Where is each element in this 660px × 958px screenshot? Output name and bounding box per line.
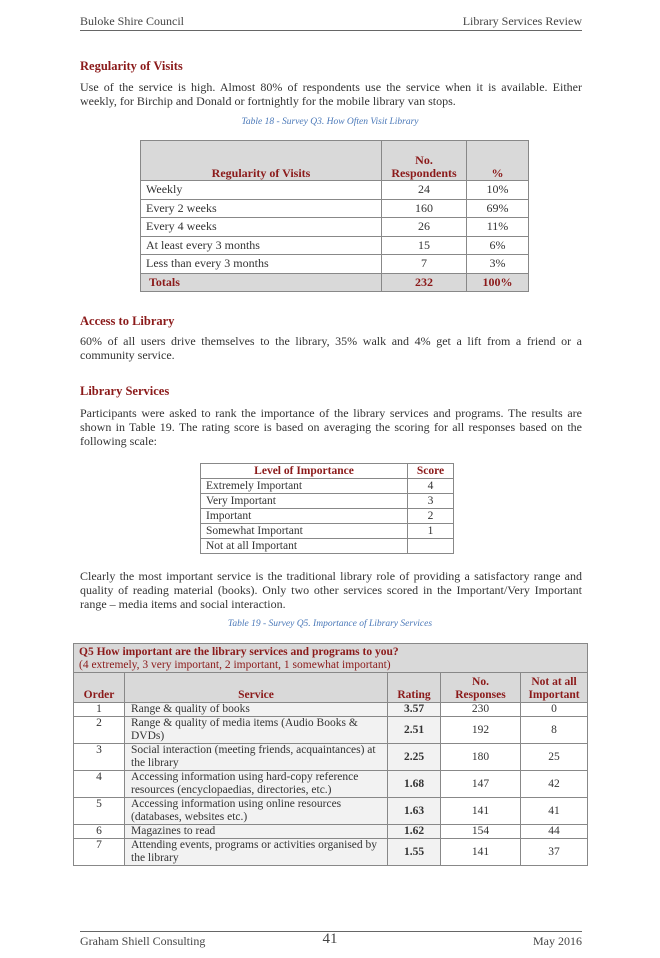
table-cell: Somewhat Important — [201, 524, 408, 539]
table-cell: 147 — [441, 771, 521, 798]
table-cell: 1 — [408, 524, 454, 539]
table-cell: 69% — [467, 199, 529, 218]
table-cell: 1 — [74, 703, 125, 717]
footer-left: Graham Shiell Consulting — [80, 934, 206, 948]
section-heading: Access to Library — [80, 314, 175, 328]
table-row — [74, 798, 588, 825]
table-cell: 11% — [467, 218, 529, 237]
table-cell: 7 — [382, 255, 467, 274]
table-cell: 6 — [74, 825, 125, 839]
table-cell: 3% — [467, 255, 529, 274]
importance-scale-table — [200, 463, 454, 554]
table-cell: Range & quality of media items (Audio Books & DVDs) — [125, 717, 388, 744]
table-row — [74, 825, 588, 839]
table-row — [201, 509, 454, 524]
table-cell: 15 — [382, 236, 467, 255]
column-header: Service — [125, 673, 388, 703]
table-cell: 6% — [467, 236, 529, 255]
column-header: Level of Importance — [201, 464, 408, 479]
visits-table — [140, 140, 529, 292]
table-cell: 160 — [382, 199, 467, 218]
table-cell: Weekly — [141, 181, 382, 200]
table-cell: Extremely Important — [201, 479, 408, 494]
table-cell: Magazines to read — [125, 825, 388, 839]
table-caption: Table 19 - Survey Q5. Importance of Library Services — [227, 619, 433, 629]
table-cell: At least every 3 months — [141, 236, 382, 255]
table-question: Q5 How important are the library services and programs to you? (4 extremely, 3 very important, 2 important, 1 somewhat important) — [74, 644, 588, 673]
column-header: Regularity of Visits — [141, 141, 382, 181]
table-cell: 141 — [441, 839, 521, 866]
table-cell: 26 — [382, 218, 467, 237]
table-row — [201, 479, 454, 494]
paragraph: Use of the service is high. Almost 80% of respondents use the service when it is available. Either weekly, for Birchip and Donald or fortnightly for the mobile library van stops. — [80, 80, 582, 108]
section-heading: Regularity of Visits — [80, 59, 183, 73]
table-cell: 24 — [382, 181, 467, 200]
table-cell: 41 — [521, 798, 588, 825]
services-importance-table — [73, 643, 588, 866]
table-row — [74, 771, 588, 798]
header-left: Buloke Shire Council — [80, 14, 184, 28]
table-cell: Accessing information using online resources (databases, websites etc.) — [125, 798, 388, 825]
table-cell: 2.51 — [388, 717, 441, 744]
paragraph: Participants were asked to rank the importance of the library services and programs. The results are shown in Table 19. The rating score is based on averaging the scoring for all responses based on the following scale: — [80, 406, 582, 448]
table-cell — [408, 539, 454, 554]
table-cell: 4 — [408, 479, 454, 494]
table-cell: 180 — [441, 744, 521, 771]
table-cell: Every 4 weeks — [141, 218, 382, 237]
table-cell: 8 — [521, 717, 588, 744]
table-cell: 7 — [74, 839, 125, 866]
table-row — [74, 744, 588, 771]
table-cell: 5 — [74, 798, 125, 825]
table-cell: 10% — [467, 181, 529, 200]
paragraph: 60% of all users drive themselves to the library, 35% walk and 4% get a lift from a friend or a community service. — [80, 334, 582, 362]
table-row — [141, 236, 529, 255]
table-row — [74, 703, 588, 717]
table-cell: 192 — [441, 717, 521, 744]
table-row — [201, 524, 454, 539]
table-row — [141, 181, 529, 200]
footer-right: May 2016 — [533, 934, 582, 948]
table-row — [141, 199, 529, 218]
table-cell: Less than every 3 months — [141, 255, 382, 274]
table-cell: 1.68 — [388, 771, 441, 798]
table-cell: 1.62 — [388, 825, 441, 839]
header-right: Library Services Review — [462, 14, 582, 28]
column-header: Not at all Important — [521, 673, 588, 703]
table-cell: 37 — [521, 839, 588, 866]
table-row — [141, 255, 529, 274]
table-row — [201, 539, 454, 554]
table-cell: 2.25 — [388, 744, 441, 771]
table-cell: Important — [201, 509, 408, 524]
table-cell: Accessing information using hard-copy reference resources (encyclopaedias, directories, etc.) — [125, 771, 388, 798]
table-cell: 25 — [521, 744, 588, 771]
paragraph: Clearly the most important service is the traditional library role of providing a satisfactory range and quality of reading material (books). Only two other services scored in the Important/Very Important range – media items and social interaction. — [80, 569, 582, 611]
table-cell: 1.63 — [388, 798, 441, 825]
table-cell: 141 — [441, 798, 521, 825]
table-cell: 4 — [74, 771, 125, 798]
column-header: Rating — [388, 673, 441, 703]
table-caption: Table 18 - Survey Q3. How Often Visit Library — [241, 117, 419, 127]
table-cell: Very Important — [201, 494, 408, 509]
table-row — [141, 218, 529, 237]
column-header: No. Responses — [441, 673, 521, 703]
table-cell: 3.57 — [388, 703, 441, 717]
column-header: % — [467, 141, 529, 181]
table-cell: 3 — [408, 494, 454, 509]
table-cell: 2 — [408, 509, 454, 524]
section-heading: Library Services — [80, 384, 170, 398]
table-cell: 2 — [74, 717, 125, 744]
page-number: 41 — [322, 931, 338, 947]
header-rule — [80, 30, 582, 31]
column-header: Order — [74, 673, 125, 703]
totals-row: Totals 232 100% — [141, 273, 529, 292]
table-cell: 42 — [521, 771, 588, 798]
table-cell: 3 — [74, 744, 125, 771]
table-cell: 44 — [521, 825, 588, 839]
table-cell: Social interaction (meeting friends, acquaintances) at the library — [125, 744, 388, 771]
table-cell: 154 — [441, 825, 521, 839]
table-cell: Not at all Important — [201, 539, 408, 554]
table-cell: Attending events, programs or activities organised by the library — [125, 839, 388, 866]
table-cell: 230 — [441, 703, 521, 717]
table-cell: Every 2 weeks — [141, 199, 382, 218]
table-cell: 0 — [521, 703, 588, 717]
table-row — [74, 717, 588, 744]
table-row — [74, 839, 588, 866]
column-header: Score — [408, 464, 454, 479]
table-row — [201, 494, 454, 509]
column-header: No. Respondents — [382, 141, 467, 181]
table-cell: Range & quality of books — [125, 703, 388, 717]
table-cell: 1.55 — [388, 839, 441, 866]
